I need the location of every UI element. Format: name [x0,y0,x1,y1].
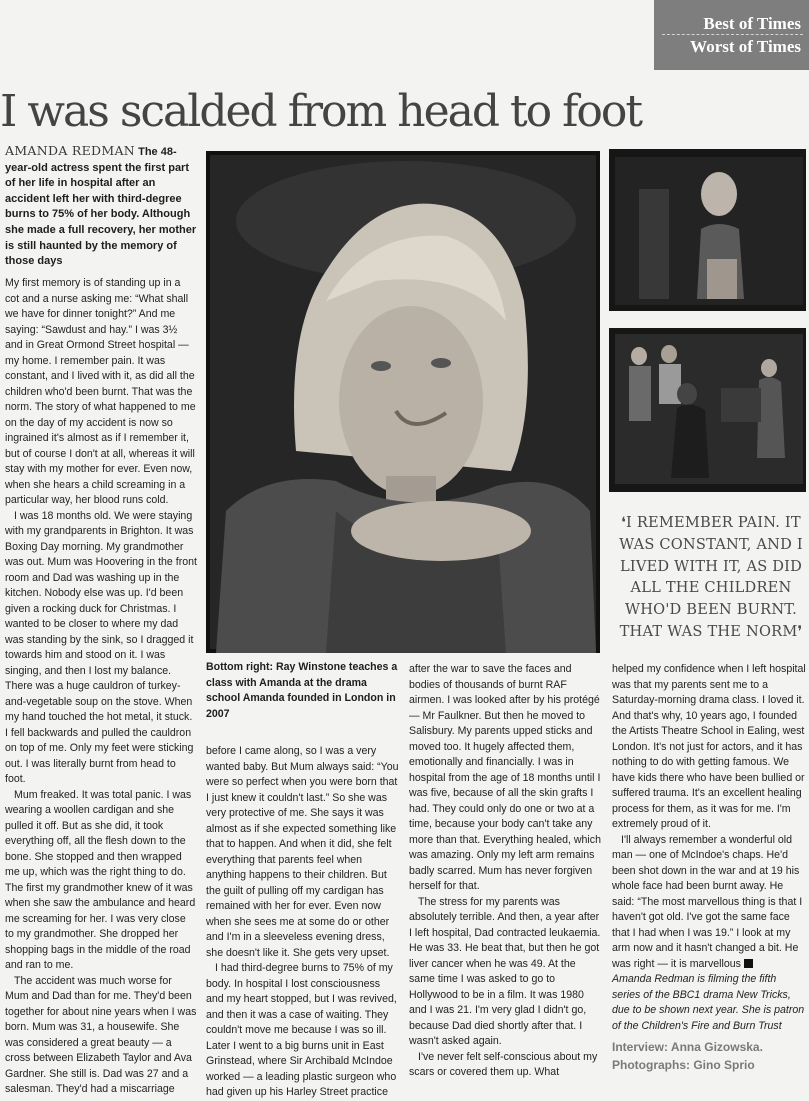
standfirst-text: The 48-year-old actress spent the first part of her life in hospital after an accident left her with third-degree burns to 75% of her body. Although she made a full recovery, her mother is still haunted by the memory of those days [5,146,197,268]
paragraph: I had third-degree burns to 75% of my body. In hospital I lost consciousness and my heart stopped, but I was revived, and then it was a case of waiting. They couldn't move me because I was so ill. Later I went to a big burns unit in East Grinstead, where Sir Archibald McIndoe worked — a leading plastic surgeon who had given up his Harley Street practice [206,962,397,1098]
photo-credit: Photographs: Gino Sprio [612,1058,755,1072]
end-mark-icon [744,959,753,968]
stage-photo-top [609,149,806,311]
section-tag-line1: Best of Times [703,14,801,33]
byline: AMANDA REDMAN [5,143,136,158]
author-note: Amanda Redman is filming the fifth series of the BBC1 drama New Tricks, due to be shown next year. She is patron of the Children's Fire and Burn Trust [612,973,805,1032]
article-column-1 [5,276,197,1098]
headline: I was scalded from head to foot [0,86,642,137]
paragraph: Mum freaked. It was total panic. I was wearing a woollen cardigan and she pulled it off. But as she did, it took everything off, all the flesh down to the bone. She stopped and then wrapped me up, which was the right thing to do. The first my grandmother knew of it was when she saw the ambulance and heard me screaming for her. I was very close to my grandmother. She dropped her shopping bags in the middle of the road and ran to me. [5,788,196,971]
paragraph: after the war to save the faces and bodies of thousands of burnt RAF airmen. I was looked after by his protégé — Mr Faulkner. But then he moved to Salisbury. My parents upped sticks and moved too. It hugely affected them, emotionally and financially. I was in hospital from the age of 18 months until I was five, because of all the skin grafts I had. They could only do one or two at a time, because your body can't take any more than that. Everything healed, which was amazing. Only my left arm remains badly scarred. Mum has never forgiven herself for that. [409,663,601,892]
paragraph: The accident was much worse for Mum and Dad than for me. They'd been together for about nine years when I was born. Mum was 31, a housewife. She was considered a great beauty — a cross between Elizabeth Taylor and Ava Gardner. She still is. Dad was 27 and a salesman. They'd had a miscarriage [5,974,197,1095]
photo-caption: Bottom right: Ray Winstone teaches a class with Amanda at the drama school Amanda founded in London in 2007 [206,661,398,720]
paragraph: I was 18 months old. We were staying with my grandparents in Brighton. It was Boxing Day morning. My grandmother was out. Mum was Hoovering in the front room and Dad was washing up in the kitchen. Nobody else was up. I'd been given a rocking duck for Christmas. I wanted to be closer to where my dad was standing by the sink, so I dragged it towards him and stood on it. I was singing, and then I lost my balance. There was a huge cauldron of turkey-and-vegetable soup on the stove. When my hand touched the hot metal, it stuck. I fell backwards and pulled the cauldron on top of me. Only my feet were sticking out. I was literally burnt from head to foot. [5,509,197,785]
paragraph [612,833,807,973]
paragraph: The stress for my parents was absolutely terrible. And then, a year after I left hospital, Dad contracted leukaemia. He was 33. He beat that, but then he got liver cancer when he was 49. At the same time I was asked to go to Hollywood to be in a film. It was 1980 and I was 21. I'm very glad I didn't go, because Dad died shortly after that. I wasn't asked again. [409,895,601,1047]
article-column-3 [409,662,603,1081]
section-tag-line2: Worst of Times [690,37,801,56]
paragraph: before I came along, so I was a very wanted baby. But Mum always said: “You were so perfect when you were born that I just knew it couldn't last.” So she was very protective of me. She says it was almost as if she expected something like that to happen. And when it did, she felt everything that parents feel when anything happens to their children. But the guilt of pulling off my cardigan has remained with her for ever. Even now when she sees me at some do or other and I'm in a sleeveless evening dress, she doesn't like it. She gets very upset. [206,745,399,959]
credits [612,1038,809,1074]
article-column-2 [206,744,400,1101]
quote-open-icon: ❛ [621,514,627,531]
standfirst [5,143,199,270]
main-portrait-photo [206,151,600,653]
pull-quote [616,512,806,643]
pull-quote-text: I REMEMBER PAIN. IT WAS CONSTANT, AND I LIVED WITH IT, AS DID ALL THE CHILDREN WHO'D BEEN BURNT. THAT WAS THE NORM [619,514,803,640]
paragraph: I've never felt self-conscious about my scars or covered them up. What [409,1050,598,1078]
stage-photo-bottom [609,328,806,492]
quote-close-icon: ❜ [797,622,803,640]
section-tag [654,0,809,70]
paragraph: My first memory is of standing up in a cot and a nurse asking me: “What shall we have for dinner tonight?” And me saying: “Sawdust and hay.” I was 3½ and in Great Ormond Street hospital — my home. I remember pain. It was constant, and I lived with it, as did all the children who'd been burnt. That was the norm. The story of what happened to me on the day of my accident is now so ingrained it's almost as if I remember it, but of course I don't at all, whereas it will stay with my mother for ever. Even now, when she hears a child screaming in a particular way, her blood runs cold. [5,277,196,506]
interview-credit: Interview: Anna Gizowska. [612,1040,763,1054]
article-column-4 [612,662,807,1034]
paragraph-text: I'll always remember a wonderful old man — one of McIndoe's chaps. He'd been shot down in the war and at 19 his whole face had been burnt away. He said: “The most marvellous thing is that I haven't got old. I've got the same face that I had when I was 19.” I look at my arm now and it hasn't changed a bit. He was right — it is marvellous [612,833,803,970]
paragraph: helped my confidence when I left hospital was that my parents sent me to a Saturday-morning drama class. I loved it. And that's why, 10 years ago, I founded the Artists Theatre School in Ealing, west London. It's not just for actors, and it has nothing to do with getting famous. We have kids there who have been bullied or suffered trauma. It's an excellent healing process for them, as it was for me. I'm extremely proud of it. [612,663,806,830]
